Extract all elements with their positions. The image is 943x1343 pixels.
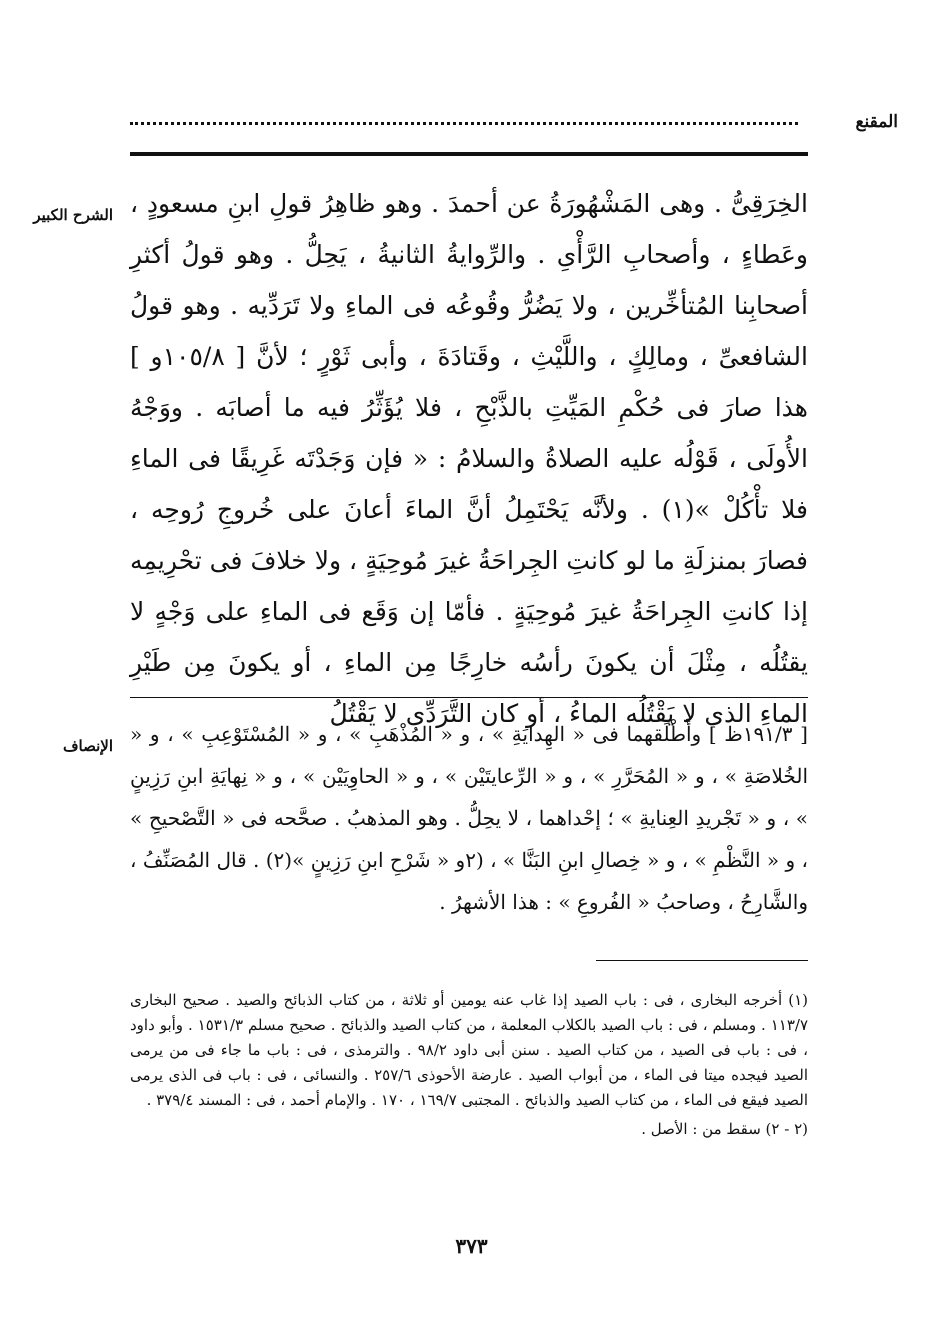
main-commentary-text: الخِرَقِىُّ . وهى المَشْهُورَةُ عن أحمدَ . وهو ظاهِرُ قولِ ابنِ مسعودٍ ، وعَطاءٍ ، وأصحابِ الرَّأْىِ . والرِّوايةُ الثانيةُ ، يَحِلُّ . وهو قولُ أكثرِ أصحابِنا المُتأخِّرين ، ولا يَضُرُّ وقُوعُه فى الماءِ ولا تَرَدِّيه . وهو قولُ الشافعىِّ ، ومالِكٍ ، واللَّيْثِ ، وقَتادَةَ ، وأبى ثَوْرٍ ؛ لأنَّ [ ١٠٥/٨و ] هذا صارَ فى حُكْمِ المَيِّتِ بالذَّبْحِ ، فلا يُؤَثِّرُ فيه ما أصابَه . ووَجْهُ الأُولَى ، قَوْلُه عليه الصلاةُ والسلامُ : « فإن وَجَدْتَه غَرِيقًا فى الماءِ فلا تأْكُلْ »(١) . ولأنَّه يَحْتَمِلُ أنَّ الماءَ أعانَ على خُروجِ رُوحِه ، فصارَ بمنزلَةِ ما لو كانتِ الجِراحَةُ غيرَ مُوحِيَةٍ ، ولا خلافَ فى تحْرِيمِه إذا كانتِ الجِراحَةُ غيرَ مُوحِيَةٍ . فأمّا إن وَقَع فى الماءِ على وَجْهٍ لا يقتُلُه ، مِثْلَ أن يكونَ رأسُه خارِجًا مِن الماءِ ، أو يكونَ مِن طَيْرِ الماءِ الذى لا يَقْتُلُه الماءُ ، أو كان التَّرَدِّى لا يَقْتُلُ (130, 189, 808, 728)
footnote-rule (596, 960, 808, 961)
insaf-text: [ ١٩١/٣ظ ] وأَطْلَقهما فى « الهِدايَةِ » ، و « المُذْهَبِ » ، و « المُسْتَوْعِبِ » ، و « الخُلاصَةِ » ، و « المُحَرَّرِ » ، و « الرِّعايتَيْن » ، و « الحاوِيَيْن » ، و « نِهايَةِ ابنِ رَزِينٍ » ، و « تَجْريدِ العِنايةِ » ؛ إحْداهما ، لا يحِلُّ . وهو المذهبُ . صحَّحه فى « التَّصْحيحِ » ، و « النَّظْمِ » ، و « خِصالِ ابنِ البَنَّا » ، (٢و « شَرْحِ ابنِ رَزِينٍ »(٢) . قال المُصَنِّفُ ، والشَّارِحُ ، وصاحبُ « الفُروعِ » : هذا الأشهرُ . (130, 722, 808, 914)
running-header (130, 108, 898, 138)
footnote-1: (١) أخرجه البخارى ، فى : باب الصيد إذا غاب عنه يومين أو ثلاثة ، من كتاب الذبائح والصيد . صحيح البخارى ١١٣/٧ . ومسلم ، فى : باب الصيد بالكلاب المعلمة ، من كتاب الصيد والذبائح . صحيح مسلم ١٥٣١/٣ . وأبو داود ، فى : باب فى الصيد ، من كتاب الصيد . سنن أبى داود ٩٨/٢ . والترمذى ، فى : باب ما جاء فى من يرمى الصيد فيجده ميتا فى الماء ، من أبواب الصيد . عارضة الأحوذى ٢٥٧/٦ . والنسائى ، فى : باب فى الذى يرمى الصيد فيقع فى الماء ، من كتاب الصيد والذبائح . المجتبى ١٦٩/٧ ، ١٧٠ . والإمام أحمد ، فى : المسند ٣٧٩/٤ . (130, 991, 809, 1109)
page-number: ٣٧٣ (455, 1234, 488, 1258)
header-rule (130, 152, 808, 156)
margin-label-sharh: الشرح الكبير (33, 206, 113, 224)
book-title: المقنع (855, 112, 898, 132)
margin-label-insaf: الإنصاف (62, 737, 113, 755)
section-divider (130, 697, 808, 698)
header-dotted-leader (130, 122, 798, 125)
footnotes (130, 988, 808, 1146)
footnote-2: (٢ - ٢) سقط من : الأصل . (641, 1120, 808, 1138)
